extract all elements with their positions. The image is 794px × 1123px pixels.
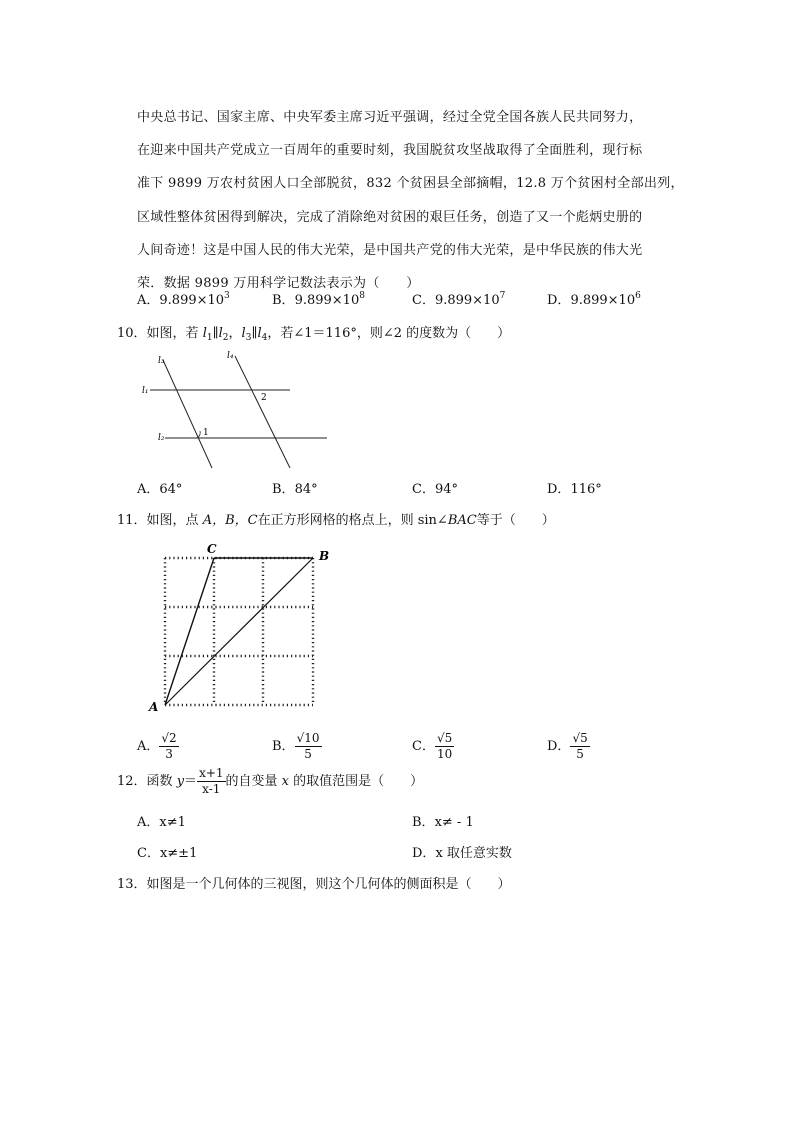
q11-option-a[interactable]: A． $\frac{√2}{3}$ (137, 731, 177, 761)
line-l3 (163, 360, 212, 468)
q12-stem: 12．函数 y＝ $\frac{x+1}{x-1}$ 的自变量 x 的取值范围是（ ） (117, 766, 424, 796)
q10-options (137, 478, 697, 498)
q12-option-c[interactable]: C．x≠±1 (137, 846, 198, 861)
q12-options-row1 (137, 811, 697, 831)
line-l4 (235, 356, 290, 468)
q11-options (137, 723, 697, 763)
q10-option-d[interactable]: D．116° (547, 482, 602, 497)
q9-options (137, 289, 697, 309)
q10-option-b[interactable]: B．84° (272, 482, 318, 497)
q12-options-row2 (137, 842, 697, 862)
q10-figure (140, 350, 340, 475)
label-l4: l₄ (227, 351, 234, 361)
q9-line: 区域性整体贫困得到解决，完成了消除绝对贫困的艰巨任务，创造了又一个彪炳史册的 (137, 209, 643, 225)
q11-stem: 11．如图，点 A，B，C在正方形网格的格点上，则 sin∠BAC等于（ ） (117, 513, 555, 528)
q10-option-c[interactable]: C．94° (412, 482, 458, 497)
label-angle1: 1 (203, 428, 209, 438)
q12-option-d[interactable]: D．x 取任意实数 (412, 846, 512, 861)
q9-line: 中央总书记、国家主席、中央军委主席习近平强调，经过全党全国各族人民共同努力， (137, 110, 643, 125)
q11-option-c[interactable]: C． $\frac{√5}{10}$ (412, 731, 453, 761)
label-l3: l₃ (158, 356, 165, 366)
q9-option-a[interactable]: A．$9.899\times 10^3$ (137, 291, 230, 308)
q12-option-a[interactable]: A．x≠1 (137, 815, 186, 830)
q9-option-d[interactable]: D．$9.899\times 10^6$ (547, 291, 641, 308)
label-l2: l₂ (158, 433, 165, 443)
q9-option-c[interactable]: C．$9.899\times 10^7$ (412, 291, 506, 308)
q11-option-d[interactable]: D． $\frac{√5}{5}$ (547, 731, 588, 761)
segment-ab (165, 558, 313, 705)
q12-option-b[interactable]: B．x≠ - 1 (412, 815, 474, 830)
segment-ac (165, 558, 214, 705)
q10-stem: 10．如图，若 $l_1\parallel l_2$，$l_3\parallel l_4$，若∠1＝116°，则∠2 的度数为（ ） (117, 326, 511, 343)
q9-line: 人间奇迹！这是中国人民的伟大光荣，是中国共产党的伟大光荣，是中华民族的伟大光 (137, 242, 643, 258)
q11-option-b[interactable]: B． $\frac{√10}{5}$ (272, 731, 320, 761)
q10-option-a[interactable]: A．64° (137, 482, 183, 497)
q9-line: 准下 9899 万农村贫困人口全部脱贫，832 个贫困县全部摘帽，12.8 万个贫困村全部出列， (137, 176, 684, 192)
label-point-a: A (149, 700, 159, 714)
label-point-b: B (319, 549, 330, 563)
q13-stem: 13．如图是一个几何体的三视图，则这个几何体的侧面积是（ ） (117, 877, 511, 892)
q9-line: 在迎来中国共产党成立一百周年的重要时刻，我国脱贫攻坚战取得了全面胜利，现行标 (137, 143, 643, 159)
label-l1: l₁ (142, 386, 149, 396)
q9-stem (137, 101, 684, 300)
label-point-c: C (207, 542, 217, 556)
q9-line: 荣．数据 9899 万用科学记数法表示为（ ） (137, 276, 420, 292)
q11-figure (145, 540, 345, 715)
label-angle2: 2 (261, 393, 267, 403)
q9-option-b[interactable]: B．$9.899\times 10^8$ (272, 291, 365, 308)
